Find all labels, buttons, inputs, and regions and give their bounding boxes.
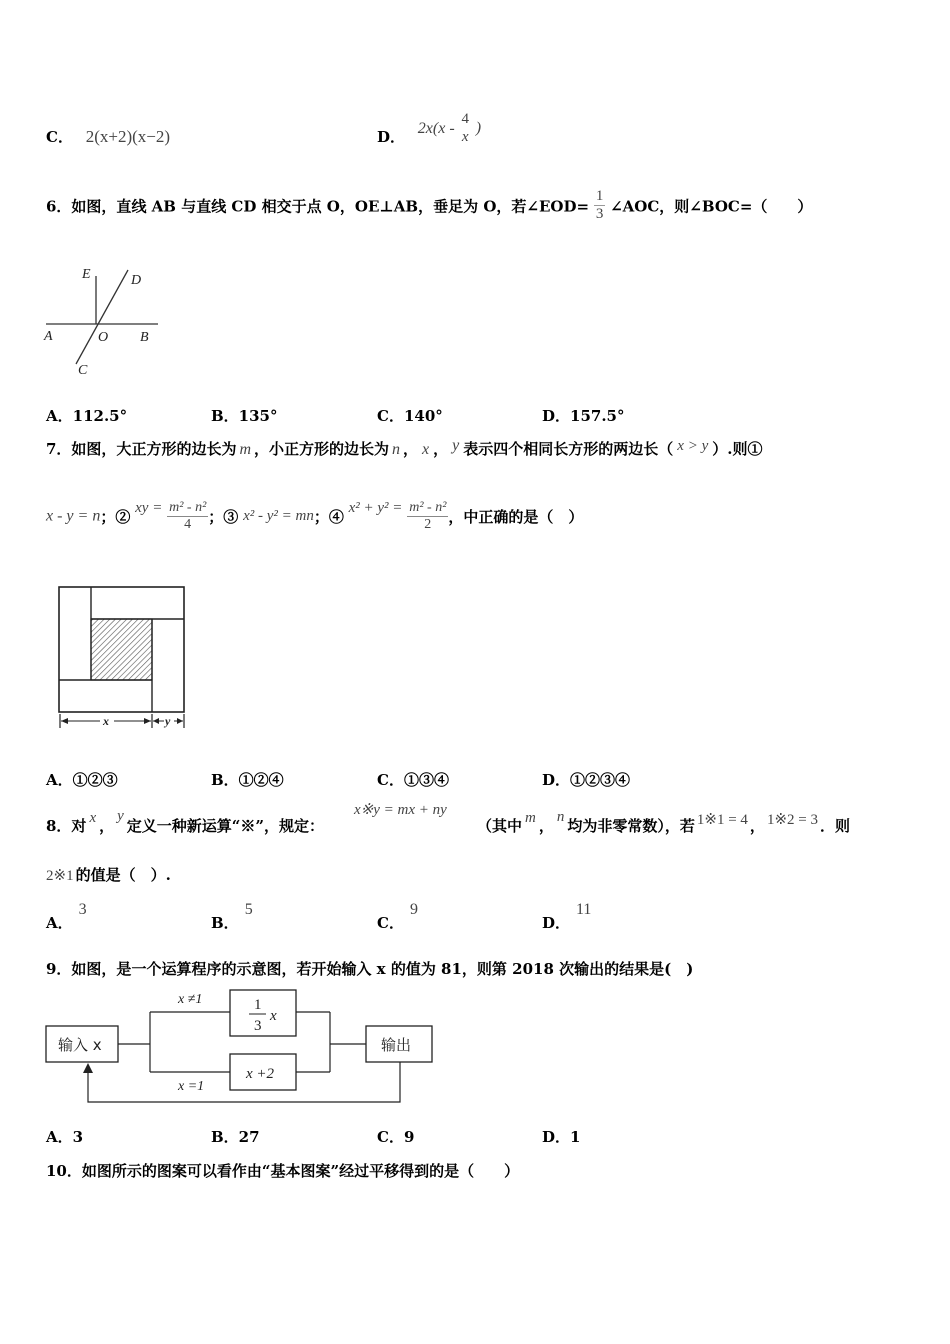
q7-s3-after: ；④ [313,508,344,527]
q8-m: m [525,810,536,826]
q6-option-d[interactable]: D．157.5° [542,407,625,425]
q7-option-c[interactable]: C．①③④ [377,771,449,789]
q7-s4-after: ，中正确的是（ ） [448,508,584,527]
box-top-var: x [270,1008,277,1024]
q7-stem-b: ，小正方形的边长为 [254,440,390,458]
q8-option-b-val: 5 [244,901,253,918]
q9-stem: 9．如图，是一个运算程序的示意图，若开始输入 x 的值为 81，则第 2018 次输出的结果是( ) [46,960,694,978]
q8-y: y [117,808,124,824]
label-e: E [82,267,91,282]
q8-line2-text: 的值是（ ）. [75,866,171,884]
q7-figure [54,584,194,734]
arrow-y-right [177,718,183,724]
q9-flowchart [40,982,440,1108]
q9-option-b[interactable]: B．27 [211,1128,260,1146]
q5-option-d-lead: 2x(x - [417,119,455,137]
q9-option-c[interactable]: C．9 [377,1128,415,1146]
q7-s2-after: ；③ [208,508,239,527]
q6-frac-den: 3 [595,206,604,223]
q5-option-d-fraction [459,111,471,146]
q8-stem-line1-b [477,809,850,836]
q7-stem-a: 7．如图，大正方形的边长为 [46,440,237,458]
inner-square [91,619,152,680]
q7-s2-num: m² - n² [167,500,208,517]
q8-option-a[interactable] [46,898,87,932]
q7-s2-fraction [167,500,208,533]
q7-s3: x² - y² = mn [243,508,314,525]
q6-figure [40,262,170,380]
cond-bottom: x =1 [178,1079,205,1094]
arrow-x-left [61,718,68,724]
q5-option-d[interactable] [377,110,481,147]
q7-sep2: ， [433,440,449,458]
q7-stem-c: 表示四个相同长方形的两边长（ [463,440,674,458]
box-top-den: 3 [254,1018,262,1034]
q8-option-a-label: A． [46,914,73,932]
q8-stem-e: ．则 [819,817,850,835]
q7-x: x [422,441,430,458]
q7-sep1: ， [403,440,419,458]
box-bottom-label: x +2 [246,1066,275,1082]
q8-c1: 1※1 = 4 [696,812,748,828]
q7-s4-num: m² - n² [407,500,448,517]
q10-stem: 10．如图所示的图案可以看作由“基本图案”经过平移得到的是（ ） [46,1162,520,1180]
label-a: A [44,329,53,344]
q6-option-c[interactable]: C．140° [377,407,443,425]
q7-cond: x > y [677,438,709,454]
q8-stem-a: 8．对 [46,817,87,835]
q7-option-d[interactable]: D．①②③④ [542,771,631,789]
q5-option-d-tail: ) [475,119,482,137]
q9-option-d[interactable]: D．1 [542,1128,581,1146]
q7-s4-den: 2 [424,517,432,533]
q6-option-a[interactable]: A．112.5° [46,407,128,425]
q8-sep2: ， [538,817,554,835]
q8-stem-d: 均为非零常数），若 [567,817,695,835]
q6-option-b[interactable]: B．135° [211,407,278,425]
q7-s1: x - y = n [46,507,101,525]
q7-s4-lead: x² + y² = [348,500,403,517]
q8-option-d[interactable] [542,898,592,932]
q8-sep3: ， [749,817,765,835]
q8-c2: 1※2 = 3 [766,812,818,828]
q7-statements [46,500,583,533]
q5-option-c-expr: 2(x+2)(x−2) [85,127,171,146]
output-box-label: 输出 [381,1036,412,1054]
q6-stem-a: 6．如图，直线 AB 与直线 CD 相交于点 O，OE⊥AB，垂足为 O，若∠EOD= [46,197,590,216]
q8-stem-b: 定义一种新运算“※”，规定： [126,817,325,835]
q8-option-c[interactable] [377,898,418,932]
label-o: O [98,330,109,345]
label-d: D [131,273,142,288]
q7-option-a[interactable]: A．①②③ [46,771,118,789]
q8-rule: x※y = mx + ny [354,802,447,818]
q8-option-d-label: D． [542,914,571,932]
arrow-x-right [144,718,151,724]
q5-option-c[interactable] [46,126,170,147]
box-top [230,990,296,1036]
q8-x: x [89,810,97,826]
q5-option-d-den: x [461,128,469,145]
q8-option-b[interactable] [211,898,253,932]
q6-stem-b: ∠AOC，则∠BOC=（ ） [610,197,813,216]
q8-stem-line1 [46,808,325,836]
q7-m: m [239,441,252,458]
q5-option-c-label: C． [46,128,73,146]
feedback-arrow [83,1063,93,1073]
q8-sep: ， [99,817,115,835]
q6-fraction [594,188,606,224]
q9-option-a[interactable]: A．3 [46,1128,84,1146]
q8-option-c-val: 9 [409,901,418,918]
q8-option-b-label: B． [211,914,239,932]
dim-x-label: x [103,714,109,728]
q8-option-c-label: C． [377,914,404,932]
cond-top: x ≠1 [178,992,203,1007]
dim-y-label: y [165,714,171,728]
q5-option-d-num: 4 [461,111,469,128]
q8-n: n [556,809,565,825]
q7-s2-lead: xy = [135,500,163,517]
q8-option-d-val: 11 [576,901,592,918]
q7-s2-den: 4 [184,517,192,533]
q7-n: n [392,441,401,458]
q8-stem-line2 [46,864,171,885]
q7-y: y [452,437,460,454]
label-b: B [140,330,149,345]
arrow-y-left [153,718,159,724]
input-box-label: 输入 x [58,1036,102,1054]
q7-s4-fraction [407,500,448,533]
q7-stem-d: ）.则① [712,440,763,458]
q7-s1-after: ；② [100,508,131,527]
q8-option-a-val: 3 [78,901,87,918]
q5-option-d-label: D． [377,128,406,146]
q7-stem-line1 [46,438,762,459]
q6-stem [46,188,812,224]
q6-frac-num: 1 [594,188,606,206]
q8-stem-c: （其中 [477,817,523,835]
label-c: C [78,363,88,378]
line-cd [76,270,128,364]
box-top-num: 1 [254,997,262,1013]
q7-option-b[interactable]: B．①②④ [211,771,284,789]
q8-line2-expr: 2※1 [46,868,74,884]
